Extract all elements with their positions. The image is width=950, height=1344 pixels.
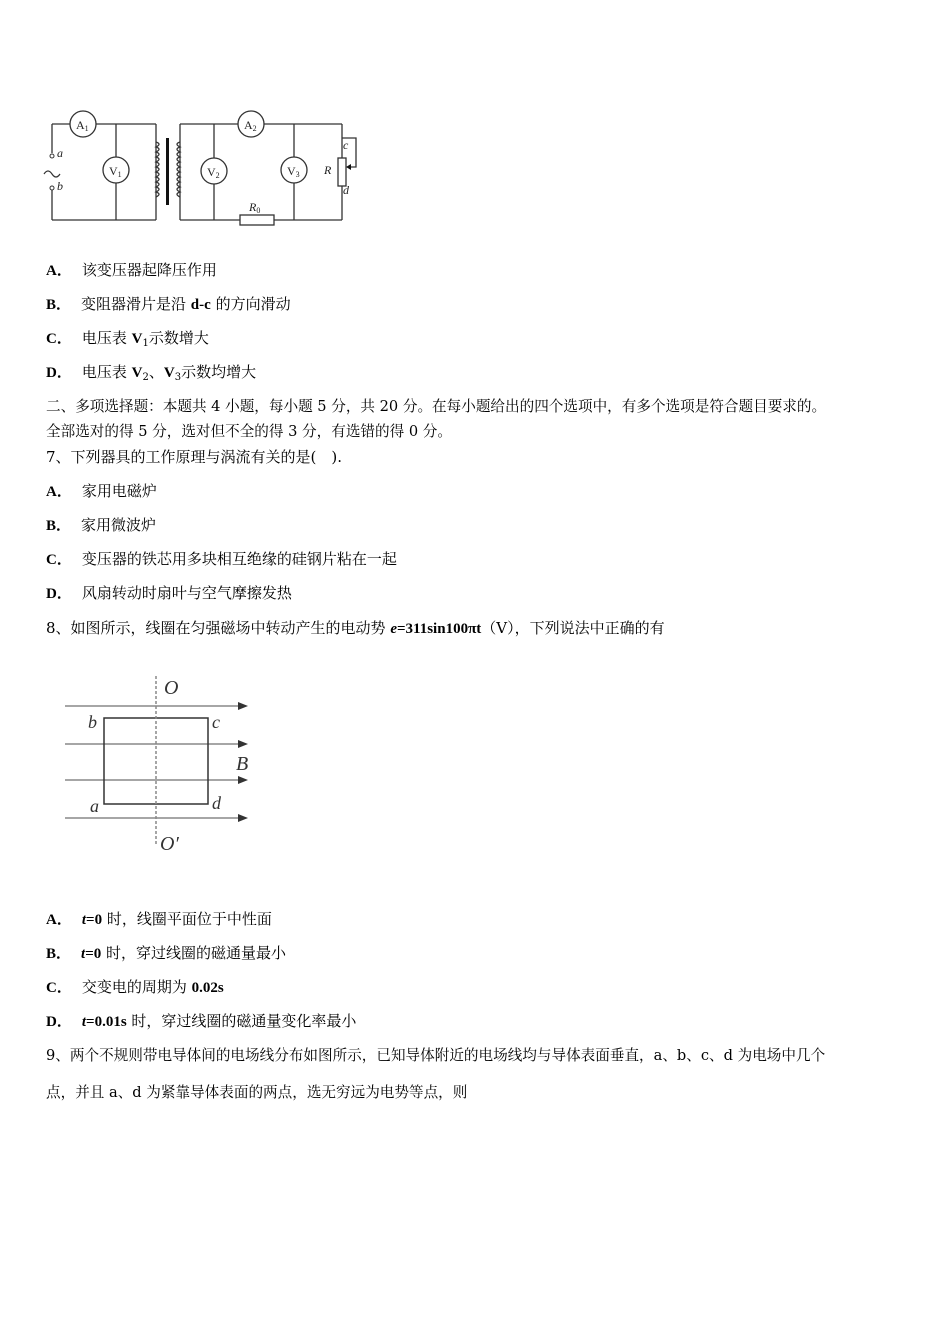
q8-stem [46, 618, 665, 639]
q8-option-d [46, 1011, 356, 1032]
option-text: 交变电的周期为 [81, 978, 192, 996]
time-variable: t [81, 912, 87, 928]
axis-label-o-prime: O′ [160, 833, 179, 855]
transformer-core [166, 138, 169, 205]
q8-option-c [46, 977, 224, 998]
option-text: 时，穿过线圈的磁通量变化率最小 [126, 1012, 357, 1030]
meter-symbol: V [131, 365, 143, 381]
section-2-instructions-line2: 全部选对的得 5 分，选对但不全的得 3 分，有选错的得 0 分。 [46, 423, 452, 440]
resistor-r-label: R [324, 163, 332, 177]
q6-option-c [46, 328, 209, 349]
ac-source-icon [44, 171, 60, 177]
option-letter: D． [46, 586, 72, 602]
voltmeter-v2-label: V2 [207, 165, 220, 180]
option-letter: A． [46, 912, 72, 928]
q6-option-a [46, 260, 217, 281]
q8-option-a [46, 909, 272, 930]
option-text: 风扇转动时扇叶与空气摩擦发热 [81, 584, 292, 602]
time-variable: t [81, 1014, 87, 1030]
meter-subscript: 3 [174, 372, 182, 383]
slider-d-label: d [343, 183, 349, 197]
q9-stem-line1: 9、两个不规则带电导体间的电场线分布如图所示，已知导体附近的电场线均与导体表面垂直，a、b、c、d 为电场中几个 [46, 1047, 826, 1064]
emf-formula: =311sin100πt [397, 621, 482, 637]
stem-text: （V），下列说法中正确的有 [481, 619, 665, 637]
option-text: 电压表 [81, 329, 132, 347]
corner-label-d: d [212, 793, 221, 813]
transformer-circuit-figure [40, 108, 370, 233]
option-letter: B． [46, 518, 72, 534]
option-letter: B． [46, 946, 72, 962]
option-letter: A． [46, 484, 72, 500]
resistor-r0-label: R0 [249, 200, 261, 215]
time-value: =0 [86, 912, 103, 928]
option-text: 变压器的铁芯用多块相互绝缘的硅钢片粘在一起 [81, 550, 397, 568]
option-text: 示数增大 [148, 329, 209, 347]
q7-stem: 7、下列器具的工作原理与涡流有关的是( ). [46, 448, 343, 466]
q8-option-b [46, 943, 286, 964]
voltmeter-v3-label: V3 [287, 164, 300, 179]
q7-option-d [46, 583, 292, 604]
option-text: 的方向滑动 [210, 295, 291, 313]
option-text: 时，穿过线圈的磁通量最小 [101, 944, 287, 962]
stem-text: 8、如图所示，线圈在匀强磁场中转动产生的电动势 [46, 619, 391, 637]
corner-label-b: b [88, 712, 97, 732]
q7-option-a [46, 481, 157, 502]
q9-stem-line2: 点，并且 a、d 为紧靠导体表面的两点，选无穷远为电势等点，则 [46, 1084, 468, 1101]
corner-label-a: a [90, 796, 99, 816]
option-text: 家用电磁炉 [81, 482, 157, 500]
corner-label-c: c [212, 712, 220, 732]
option-letter: C． [46, 980, 72, 996]
option-letter: D． [46, 1014, 72, 1030]
q6-option-b [46, 294, 291, 315]
meter-subscript: 2 [142, 372, 149, 383]
period-value: 0.02s [191, 980, 224, 996]
time-value: =0 [85, 946, 102, 962]
option-text: 家用微波炉 [81, 516, 157, 534]
axis-label-o: O [164, 677, 179, 699]
ammeter-a2-label: A2 [244, 118, 257, 133]
option-letter: D． [46, 365, 72, 381]
terminal-b-label: b [57, 179, 63, 193]
q7-option-c [46, 549, 397, 570]
option-text: 时，线圈平面位于中性面 [102, 910, 272, 928]
field-label-b: B [236, 753, 249, 775]
coil-magnetic-field-figure [60, 672, 260, 857]
meter-symbol: V [131, 331, 143, 347]
terminal-a-label: a [57, 146, 63, 160]
option-letter: A． [46, 263, 72, 279]
time-value: =0.01s [86, 1014, 127, 1030]
option-letter: C． [46, 331, 72, 347]
emf-variable: e [390, 621, 397, 637]
time-variable: t [81, 946, 86, 962]
option-letter: B． [46, 297, 72, 313]
q6-option-d [46, 362, 256, 383]
ammeter-a1-label: A1 [76, 118, 89, 133]
meter-symbol: V [163, 365, 175, 381]
option-text-bold: d-c [190, 297, 211, 313]
option-letter: C． [46, 552, 72, 568]
q7-option-b [46, 515, 156, 536]
option-text: 变阻器滑片是沿 [81, 295, 191, 313]
option-text: 该变压器起降压作用 [81, 261, 217, 279]
option-text: 电压表 [81, 363, 132, 381]
meter-subscript: 1 [142, 338, 149, 349]
section-2-instructions-line1: 二、多项选择题：本题共 4 小题，每小题 5 分，共 20 分。在每小题给出的四个选项中，有多个选项是符合题目要求的。 [46, 398, 827, 415]
voltmeter-v1-label: V1 [109, 164, 122, 179]
separator: 、 [148, 363, 164, 381]
slider-c-label: c [343, 138, 349, 152]
option-text: 示数均增大 [181, 363, 257, 381]
